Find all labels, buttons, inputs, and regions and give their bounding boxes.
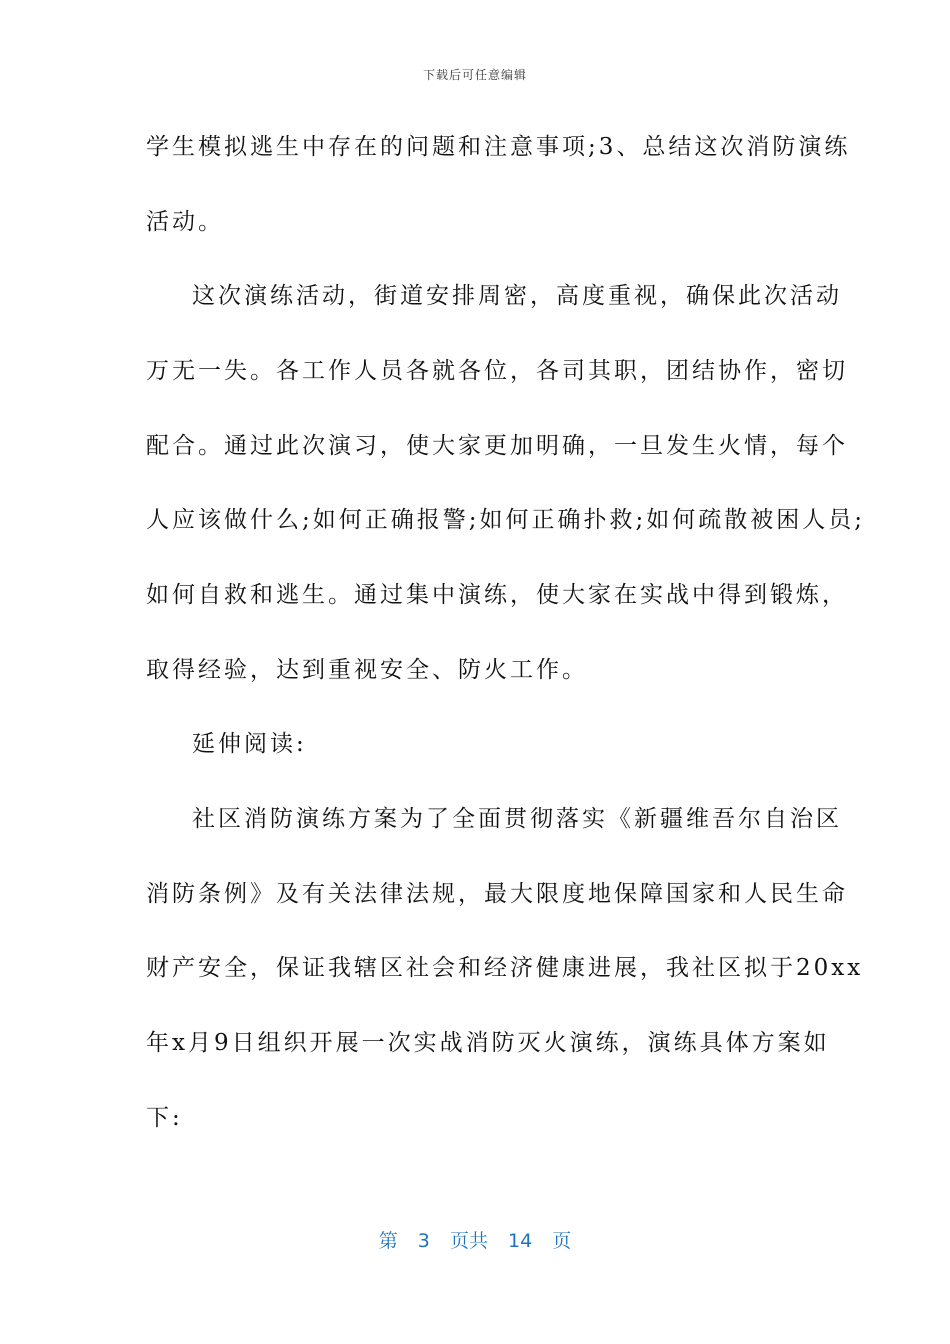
text-line: 消防条例》及有关法律法规，最大限度地保障国家和人民生命 (146, 881, 848, 907)
paragraph-start-line: 这次演练活动，街道安排周密，高度重视，确保此次活动 (192, 283, 842, 309)
page-header: 下载后可任意编辑 (422, 68, 527, 82)
text-line: 年x月9日组织开展一次实战消防灭火演练，演练具体方案如 (146, 1030, 830, 1056)
current-page-number: 3 (417, 1230, 430, 1252)
text-line: 取得经验，达到重视安全、防火工作。 (146, 657, 588, 683)
text-line: 活动。 (146, 209, 224, 235)
text-line: 学生模拟逃生中存在的问题和注意事项;3、总结这次消防演练 (146, 134, 851, 160)
text-line: 配合。通过此次演习，使大家更加明确，一旦发生火情，每个 (146, 433, 848, 459)
page-footer (0, 1226, 950, 1253)
text-line: 如何自救和逃生。通过集中演练，使大家在实战中得到锻炼， (146, 582, 848, 608)
text-line: 万无一失。各工作人员各就各位，各司其职，团结协作，密切 (146, 358, 848, 384)
footer-suffix: 页 (552, 1230, 572, 1252)
text-line: 下: (146, 1105, 183, 1131)
text-line: 财产安全，保证我辖区社会和经济健康进展，我社区拟于20xx (146, 955, 864, 981)
total-page-count: 14 (508, 1230, 533, 1252)
footer-prefix: 第 (378, 1230, 398, 1252)
text-line: 人应该做什么;如何正确报警;如何正确扑救;如何疏散被困人员; (146, 507, 865, 533)
section-heading: 延伸阅读: (192, 731, 307, 757)
footer-middle: 页共 (449, 1230, 488, 1252)
paragraph-start-line: 社区消防演练方案为了全面贯彻落实《新疆维吾尔自治区 (192, 806, 842, 832)
